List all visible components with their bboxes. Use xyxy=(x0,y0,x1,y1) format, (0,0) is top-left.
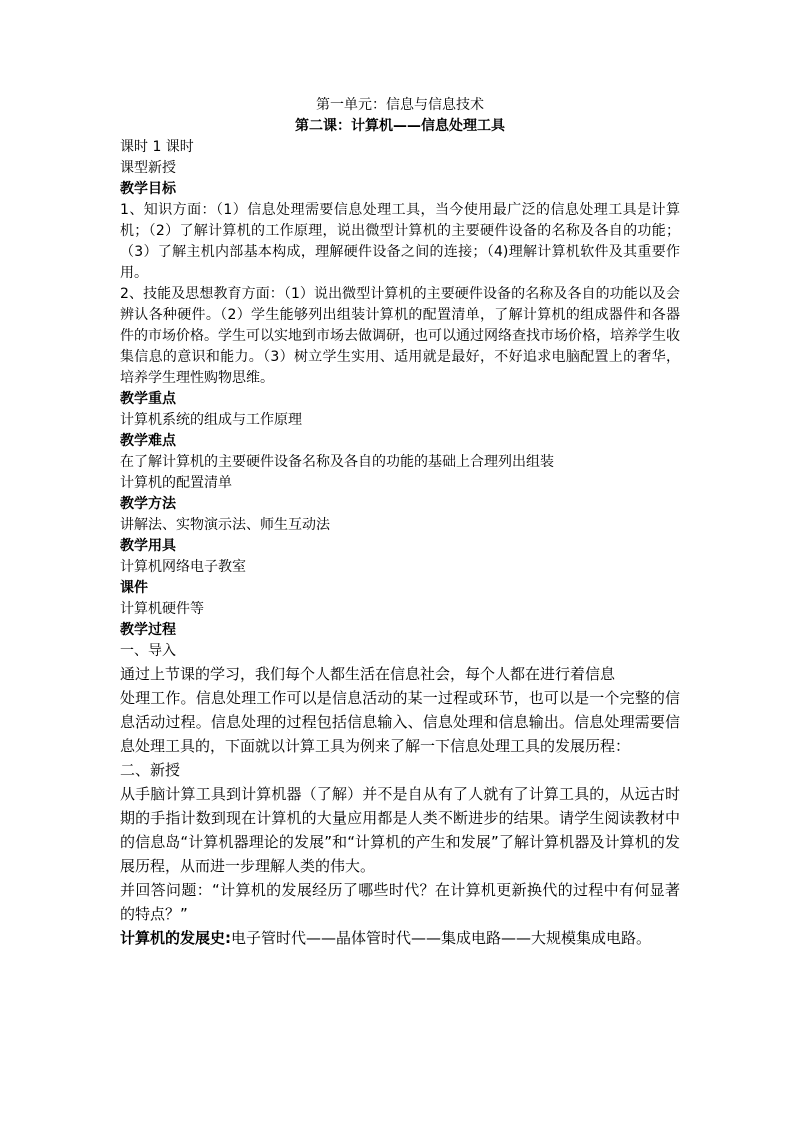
process-heading: 教学过程 xyxy=(120,622,176,638)
history-label: 计算机的发展史: xyxy=(120,929,231,947)
courseware-text: 计算机硬件等 xyxy=(120,601,204,617)
goal-knowledge: 1、知识方面：（1）信息处理需要信息处理工具，当今使用最广泛的信息处理工具是计算机；（2）了解计算机的工作原理，说出微型计算机的主要硬件设备的名称及各自的功能；（3）了解主机内部基本构成，理解硬件设备之间的连接；（4)理解计算机软件及其重要作用。 xyxy=(120,202,680,281)
lesson-hours: 课时 1 课时 xyxy=(120,139,194,155)
key-points-text: 计算机系统的组成与工作原理 xyxy=(120,412,302,428)
history-text: 电子管时代——晶体管时代——集成电路——大规模集成电路。 xyxy=(231,929,652,947)
intro-text-1: 通过上节课的学习，我们每个人都生活在信息社会，每个人都在进行着信息 xyxy=(120,665,616,683)
goal-skills: 2、技能及思想教育方面：（1）说出微型计算机的主要硬件设备的名称及各自的功能以及会辨认各种硬件。（2）学生能够列出组装计算机的配置清单，了解计算机的组成器件和各器件的市场价格。学生可以实地到市场去做调研，也可以通过网络查找市场价格，培养学生收集信息的意识和能力。（3）树立学生实用、适用就是最好，不好追求电脑配置上的奢华，培养学生理性购物思维。 xyxy=(120,286,680,386)
new-lesson-text-2: 并回答问题：“计算机的发展经历了哪些时代？在计算机更新换代的过程中有何显著的特点？” xyxy=(120,881,680,923)
document-page xyxy=(120,95,680,950)
intro-text-2: 处理工作。信息处理工作可以是信息活动的某一过程或环节，也可以是一个完整的信息活动过程。信息处理的过程包括信息输入、信息处理和信息输出。信息处理需要信息处理工具的，下面就以计算工具为例来了解一下信息处理工具的发展历程： xyxy=(120,689,680,755)
history-line xyxy=(120,926,680,950)
new-lesson-text-1: 从手脑计算工具到计算机器（了解）并不是自从有了人就有了计算工具的，从远古时期的手指计数到现在计算机的大量应用都是人类不断进步的结果。请学生阅读教材中的信息岛“计算机器理论的发展”和“计算机的产生和发展”了解计算机器及计算机的发展历程，从而进一步理解人类的伟大。 xyxy=(120,785,680,875)
methods-heading: 教学方法 xyxy=(120,496,176,512)
lesson-title: 第二课：计算机——信息处理工具 xyxy=(295,118,505,134)
lesson-type: 课型新授 xyxy=(120,160,176,176)
new-lesson-heading: 二、新授 xyxy=(120,761,181,779)
difficulties-text-1: 在了解计算机的主要硬件设备名称及各自的功能的基础上合理列出组装 xyxy=(120,454,554,470)
tools-heading: 教学用具 xyxy=(120,538,176,554)
goals-heading: 教学目标 xyxy=(120,181,176,197)
methods-text: 讲解法、实物演示法、师生互动法 xyxy=(120,517,330,533)
difficulties-heading: 教学难点 xyxy=(120,433,176,449)
difficulties-text-2: 计算机的配置清单 xyxy=(120,475,232,491)
intro-heading: 一、导入 xyxy=(120,643,176,659)
courseware-heading: 课件 xyxy=(120,580,148,596)
tools-text: 计算机网络电子教室 xyxy=(120,559,246,575)
key-points-heading: 教学重点 xyxy=(120,391,176,407)
unit-title: 第一单元：信息与信息技术 xyxy=(316,97,484,113)
